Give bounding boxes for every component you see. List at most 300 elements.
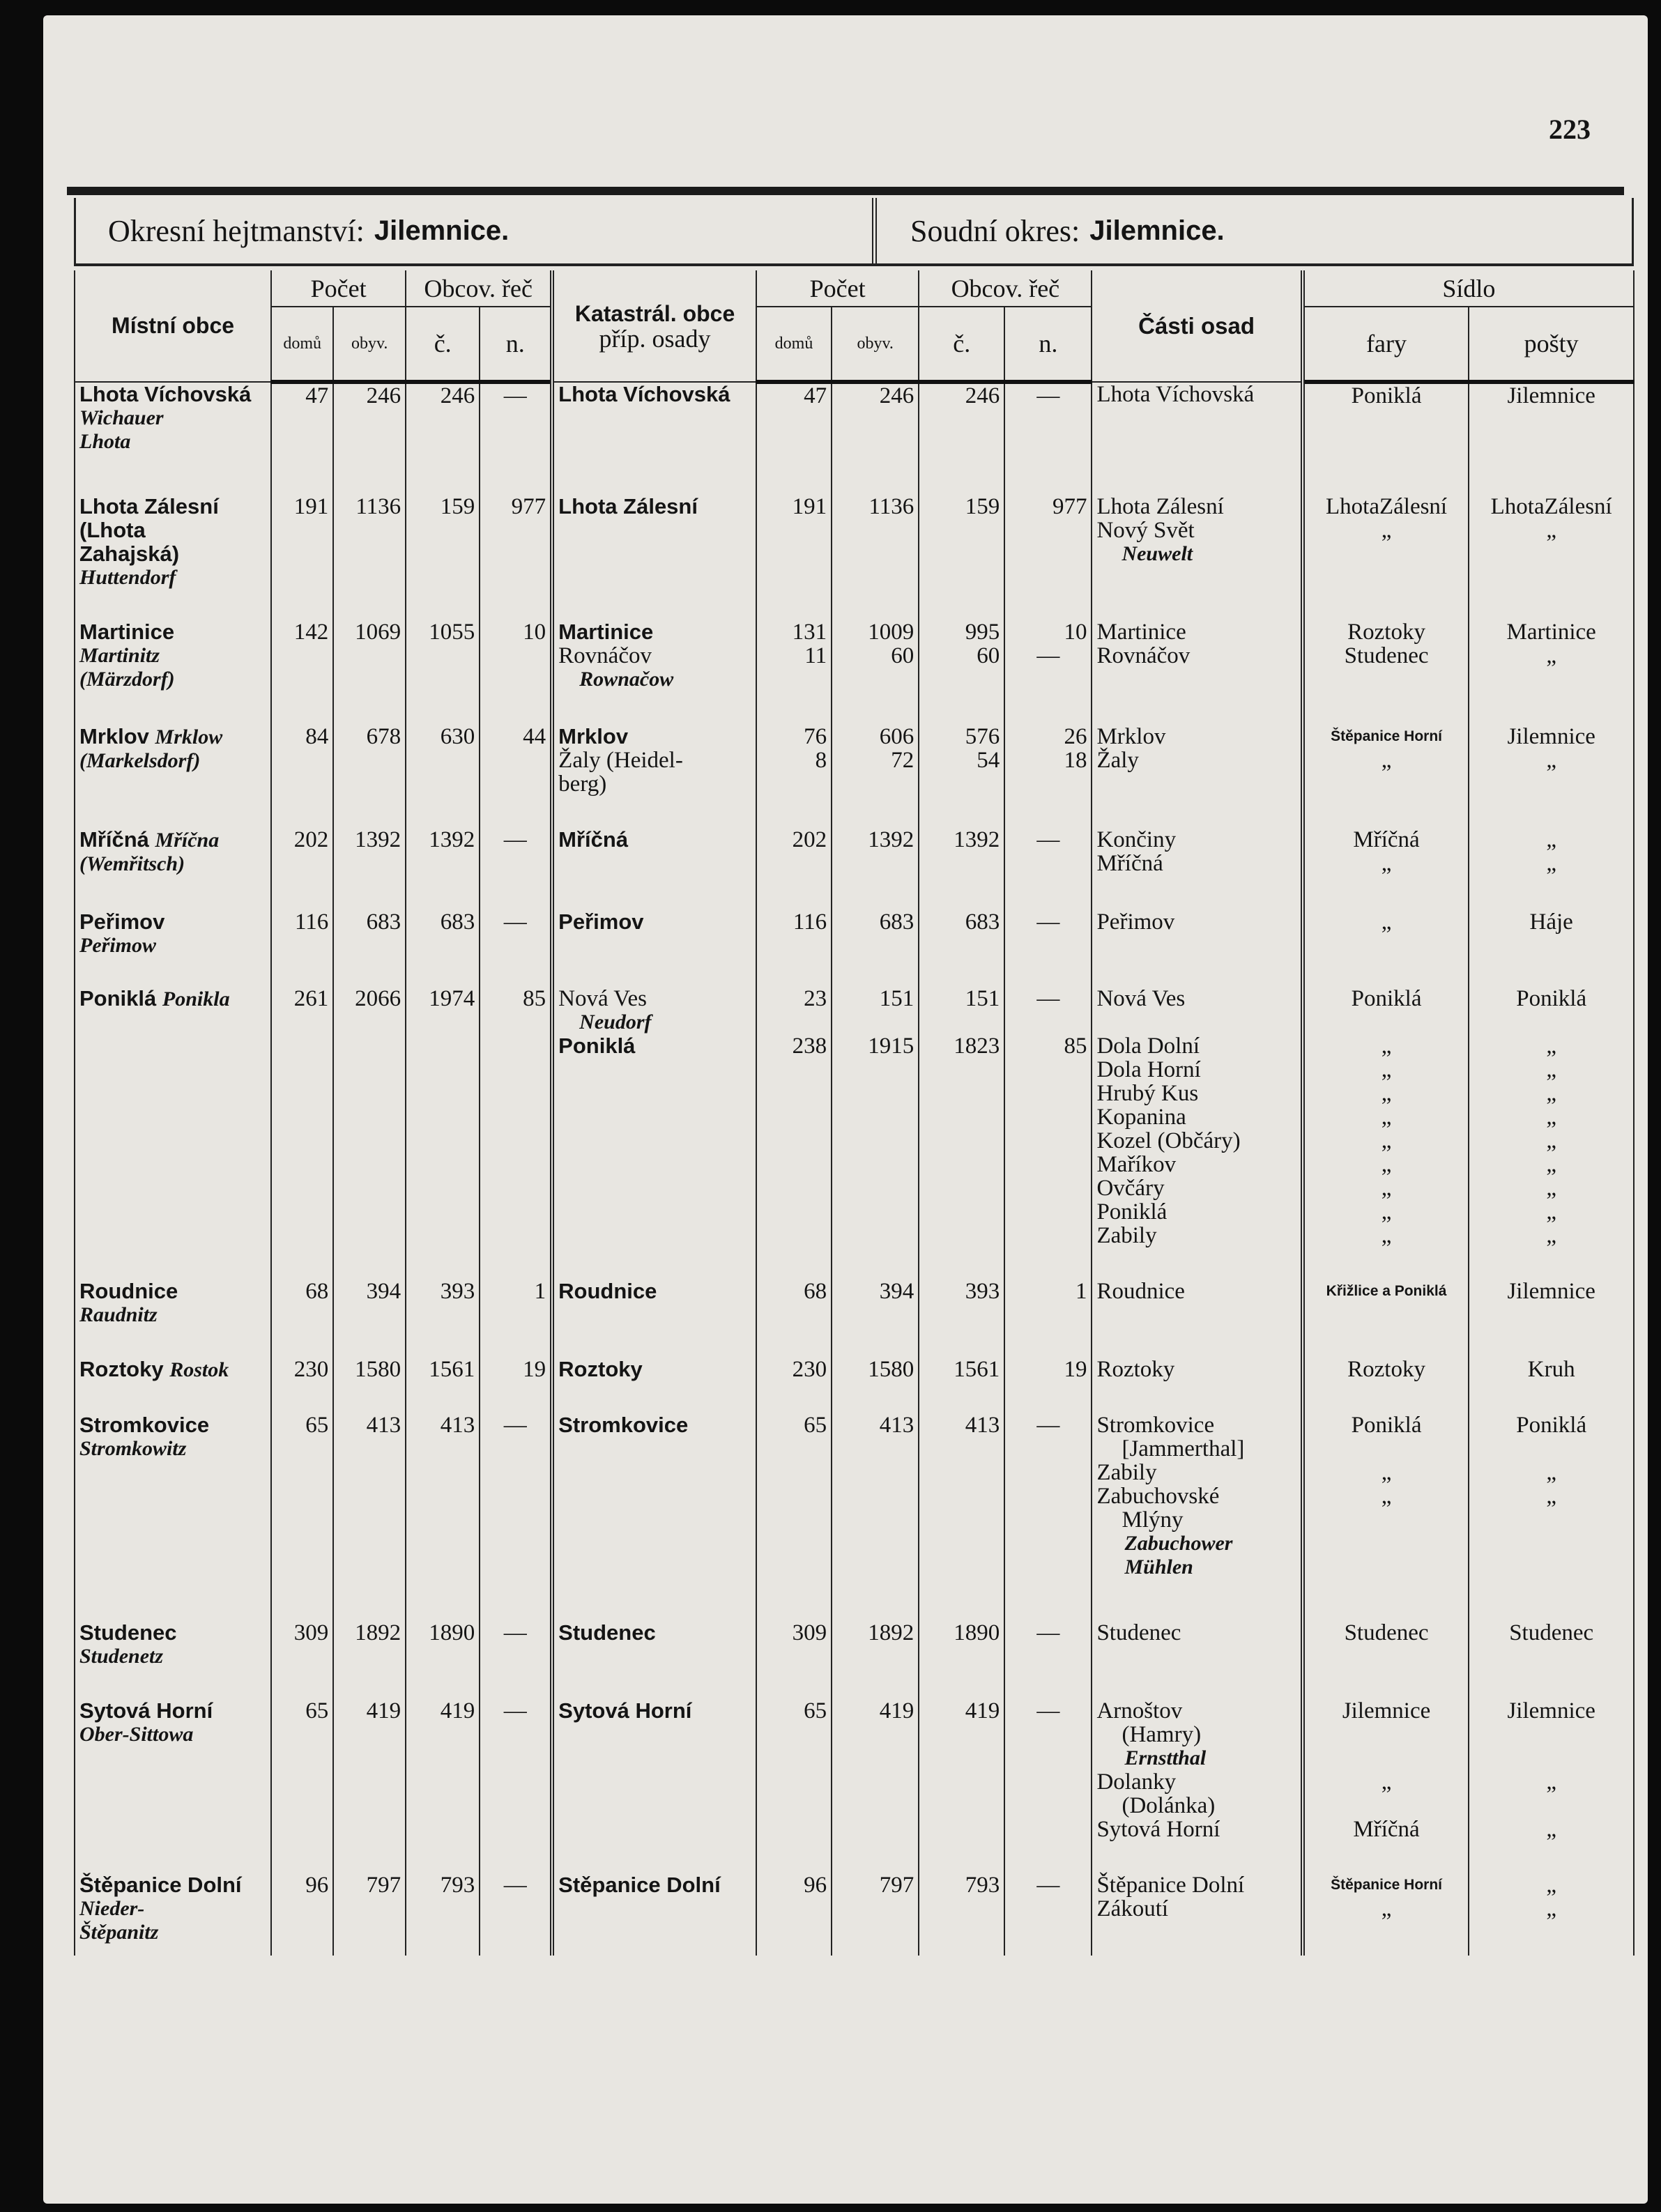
post-office-cell	[1469, 725, 1634, 828]
post-office	[1474, 1723, 1629, 1746]
post-office: „	[1546, 1199, 1557, 1224]
german-speakers: 44	[480, 725, 552, 828]
parish-cell	[1303, 1873, 1469, 1956]
cadastral-population-cell	[832, 382, 919, 495]
settlement-part: Nová Ves	[1096, 986, 1186, 1011]
cadastral-cell	[552, 1621, 756, 1699]
cadastral-population-cell	[832, 1413, 919, 1621]
population-count: 1392	[333, 828, 406, 910]
cadastral-name: Peřimov	[558, 909, 644, 934]
parish-seat: Křižlice a Poniklá	[1326, 1283, 1447, 1299]
post-office: „	[1546, 1460, 1557, 1485]
cadastral-german: 10	[1064, 620, 1087, 645]
soud-value: Jilemnice.	[1089, 215, 1225, 246]
cadastral-german: 18	[1064, 748, 1087, 773]
cadastral-houses: 76	[804, 724, 827, 749]
cadastral-german-cell	[1004, 1358, 1092, 1413]
cadastral-cell	[552, 382, 756, 495]
table-row	[75, 725, 1634, 828]
cadastral-czech: 793	[965, 1873, 1000, 1898]
settlement-parts-cell	[1092, 828, 1302, 910]
table-row	[75, 828, 1634, 910]
settlement-parts-cell	[1092, 1280, 1302, 1358]
settlement-part: Kozel (Občáry)	[1096, 1128, 1241, 1153]
cadastral-population-cell	[832, 725, 919, 828]
parish-seat: „	[1381, 909, 1392, 935]
soud-header	[877, 198, 1632, 263]
czech-speakers: 1890	[406, 1621, 480, 1699]
cadastral-population-cell	[832, 1621, 919, 1699]
post-office: „	[1546, 1105, 1557, 1130]
col-pocet-2: Počet	[756, 270, 919, 307]
page-number: 223	[1549, 114, 1591, 145]
cadastral-houses: 23	[804, 986, 827, 1011]
table-row	[75, 1413, 1634, 1621]
table-row	[75, 910, 1634, 987]
municipality-german-name: Martinitz	[79, 644, 160, 667]
cadastral-czech: 60	[977, 643, 1000, 668]
parish-seat	[1309, 1723, 1464, 1746]
cadastral-name: Rownačow	[579, 668, 674, 691]
municipality-name: Štěpanice Dolní	[79, 1873, 242, 1897]
municipality-german-name: (Markelsdorf)	[79, 749, 201, 772]
cadastral-cell	[552, 1280, 756, 1358]
settlement-part: Zabuchower	[1124, 1532, 1233, 1555]
houses-count: 84	[271, 725, 333, 828]
cadastral-cell	[552, 495, 756, 620]
cadastral-cell	[552, 725, 756, 828]
settlement-part: Zabily	[1096, 1223, 1157, 1248]
cadastral-cell	[552, 620, 756, 725]
german-speakers: —	[480, 382, 552, 495]
cadastral-population-cell	[832, 1358, 919, 1413]
municipality-german-name: (Wemřitsch)	[79, 852, 185, 875]
settlement-part: Štěpanice Dolní	[1096, 1873, 1245, 1898]
col-obyv: obyv.	[333, 307, 406, 382]
cadastral-german-cell	[1004, 725, 1092, 828]
cadastral-german-cell	[1004, 1280, 1092, 1358]
cadastral-name: Mříčná	[558, 827, 629, 852]
parish-cell	[1303, 1280, 1469, 1358]
municipality-cell	[75, 828, 271, 910]
col-posty: pošty	[1469, 307, 1634, 382]
post-office: „	[1546, 1223, 1557, 1248]
settlement-part: Rovnáčov	[1096, 643, 1191, 668]
cadastral-name: Roztoky	[558, 1357, 643, 1381]
cadastral-czech-cell	[919, 987, 1004, 1280]
post-office-cell	[1469, 1358, 1634, 1413]
cadastral-population	[836, 1011, 914, 1034]
parish-seat: Jilemnice	[1342, 1698, 1431, 1723]
col-domu: domů	[271, 307, 333, 382]
german-speakers: 10	[480, 620, 552, 725]
municipality-german-name: Lhota	[79, 430, 131, 453]
settlement-part: Dolanky	[1096, 1769, 1177, 1795]
post-office: „	[1546, 1896, 1557, 1921]
cadastral-czech-cell	[919, 1873, 1004, 1956]
parish-seat: Mříčná	[1353, 827, 1420, 852]
settlement-parts-cell	[1092, 1358, 1302, 1413]
municipality-name: Zahajská)	[79, 542, 180, 566]
settlement-parts-cell	[1092, 1699, 1302, 1873]
settlement-part: Studenec	[1096, 1620, 1181, 1645]
post-office-cell	[1469, 987, 1634, 1280]
settlement-part: Mrklov	[1096, 724, 1166, 749]
settlement-part: Dola Horní	[1096, 1057, 1201, 1082]
municipality-name: Roztoky	[79, 1357, 164, 1381]
table-row	[75, 1358, 1634, 1413]
cadastral-czech: 1890	[954, 1620, 1000, 1645]
post-office: Kruh	[1527, 1357, 1575, 1382]
municipality-german-name: Stromkowitz	[79, 1437, 187, 1460]
parish-seat: „	[1381, 1128, 1392, 1153]
municipality-name: Mříčná	[79, 827, 149, 852]
population-count: 678	[333, 725, 406, 828]
german-speakers: —	[480, 1699, 552, 1873]
settlement-part: Zákoutí	[1096, 1896, 1169, 1921]
okres-label: Okresní hejtmanství:	[108, 213, 365, 248]
cadastral-houses: 202	[792, 827, 827, 852]
cadastral-czech: 1392	[954, 827, 1000, 852]
cadastral-houses: 47	[804, 383, 827, 408]
cadastral-houses: 65	[804, 1413, 827, 1438]
czech-speakers: 246	[406, 382, 480, 495]
post-office: „	[1546, 748, 1557, 773]
table-row	[75, 620, 1634, 725]
municipality-name: (Lhota	[79, 518, 146, 542]
parish-seat: „	[1381, 1769, 1392, 1795]
cadastral-german: 26	[1064, 724, 1087, 749]
cadastral-cell	[552, 1873, 756, 1956]
settlement-parts-cell	[1092, 910, 1302, 987]
municipality-name: Mrklov	[79, 724, 149, 748]
settlement-part: Mühlen	[1124, 1556, 1193, 1579]
col-n: n.	[480, 307, 552, 382]
cadastral-population-cell	[832, 1699, 919, 1873]
cadastral-czech-cell	[919, 1699, 1004, 1873]
cadastral-german: 85	[1064, 1034, 1087, 1059]
parish-seat: „	[1381, 1105, 1392, 1130]
cadastral-czech: 683	[965, 909, 1000, 935]
houses-count: 202	[271, 828, 333, 910]
soud-label: Soudní okres:	[910, 213, 1080, 248]
parish-seat: Roztoky	[1347, 1357, 1425, 1382]
czech-speakers: 793	[406, 1873, 480, 1956]
cadastral-german: 977	[1052, 494, 1087, 519]
parish-seat: LhotaZálesní	[1326, 494, 1448, 519]
col-c: č.	[406, 307, 480, 382]
post-office: Jilemnice	[1507, 383, 1595, 408]
col-obcov-rec: Obcov. řeč	[406, 270, 552, 307]
municipality-german-name: Ponikla	[162, 988, 230, 1011]
parish-seat: „	[1381, 1223, 1392, 1248]
col-c-2: č.	[919, 307, 1004, 382]
settlement-parts-cell	[1092, 725, 1302, 828]
settlement-parts-cell	[1092, 987, 1302, 1280]
municipality-german-name: Nieder-	[79, 1897, 145, 1920]
cadastral-houses: 116	[793, 909, 827, 935]
settlement-part: Stromkovice	[1096, 1413, 1215, 1438]
population-count: 797	[333, 1873, 406, 1956]
settlement-part: Zabuchovské	[1096, 1484, 1220, 1509]
cadastral-czech: 1561	[954, 1357, 1000, 1382]
post-office: „	[1546, 643, 1557, 668]
post-office-cell	[1469, 382, 1634, 495]
post-office-cell	[1469, 1621, 1634, 1699]
settlement-part: Nový Svět	[1096, 518, 1195, 543]
municipality-german-name: Raudnitz	[79, 1303, 158, 1326]
municipality-german-name: Studenetz	[79, 1645, 164, 1668]
post-office: Poniklá	[1516, 1413, 1587, 1438]
parish-seat	[1309, 1746, 1464, 1770]
cadastral-german: —	[1036, 1873, 1060, 1898]
cadastral-houses: 230	[792, 1357, 827, 1382]
okres-value: Jilemnice.	[374, 215, 510, 246]
cadastral-houses-cell	[756, 1621, 832, 1699]
population-count: 394	[333, 1280, 406, 1358]
municipality-cell	[75, 910, 271, 987]
municipality-german-name: Štěpanitz	[79, 1921, 159, 1944]
municipality-cell	[75, 1358, 271, 1413]
col-casti-osad: Části osad	[1092, 270, 1302, 382]
cadastral-houses: 191	[792, 494, 827, 519]
table-row	[75, 495, 1634, 620]
cadastral-houses-cell	[756, 382, 832, 495]
header-rule	[74, 263, 1634, 266]
settlement-part: Peřimov	[1096, 909, 1175, 935]
cadastral-population-cell	[832, 910, 919, 987]
parish-seat: Mříčná	[1353, 1817, 1420, 1842]
post-office: „	[1546, 1128, 1557, 1153]
cadastral-german: 1	[1075, 1279, 1087, 1304]
cadastral-czech: 159	[965, 494, 1000, 519]
post-office: Martinice	[1506, 620, 1596, 645]
parish-seat: „	[1381, 1199, 1392, 1224]
table-body	[75, 382, 1634, 1956]
settlement-parts-cell	[1092, 1873, 1302, 1956]
municipality-cell	[75, 382, 271, 495]
parish-seat	[1309, 1011, 1464, 1034]
parish-seat	[1309, 1437, 1464, 1461]
settlement-part: Končiny	[1096, 827, 1177, 852]
cadastral-population-cell	[832, 1280, 919, 1358]
cadastral-name: Studenec	[558, 1620, 656, 1645]
municipality-german-name: Huttendorf	[79, 566, 176, 589]
col-sidlo: Sídlo	[1303, 270, 1634, 307]
cadastral-name: berg)	[558, 771, 607, 797]
population-count: 1892	[333, 1621, 406, 1699]
cadastral-german	[1009, 1011, 1087, 1034]
parish-cell	[1303, 910, 1469, 987]
settlement-part: Neuwelt	[1122, 542, 1193, 565]
settlement-part: Kopanina	[1096, 1105, 1186, 1130]
post-office: LhotaZálesní	[1490, 494, 1612, 519]
cadastral-name: Martinice	[558, 620, 654, 644]
municipality-cell	[75, 987, 271, 1280]
cadastral-population: 606	[879, 724, 914, 749]
settlement-part: Mříčná	[1096, 851, 1163, 876]
cadastral-population-cell	[832, 828, 919, 910]
cadastral-czech-cell	[919, 1413, 1004, 1621]
municipality-german-name: Mrklow	[155, 725, 223, 748]
parish-seat: „	[1381, 1896, 1392, 1921]
parish-seat: „	[1381, 1057, 1392, 1082]
municipality-german-name: Ober-Sittowa	[79, 1723, 194, 1746]
parish-seat: Poniklá	[1351, 383, 1422, 408]
houses-count: 96	[271, 1873, 333, 1956]
municipality-name: Studenec	[79, 1620, 177, 1645]
table-row	[75, 1621, 1634, 1699]
parish-cell	[1303, 382, 1469, 495]
settlement-part: (Dolánka)	[1122, 1793, 1216, 1818]
cadastral-german: —	[1036, 909, 1060, 935]
table-row	[75, 987, 1634, 1280]
municipality-name: Stromkovice	[79, 1413, 210, 1437]
municipality-german-name: Wichauer	[79, 406, 164, 429]
cadastral-houses	[761, 1011, 827, 1034]
municipality-cell	[75, 1280, 271, 1358]
cadastral-name: Lhota Víchovská	[558, 382, 730, 406]
parish-seat: Studenec	[1344, 1620, 1429, 1645]
cadastral-population-cell	[832, 495, 919, 620]
table-row	[75, 1699, 1634, 1873]
german-speakers: —	[480, 910, 552, 987]
cadastral-houses-cell	[756, 1699, 832, 1873]
population-count: 1069	[333, 620, 406, 725]
cadastral-german: 19	[1064, 1357, 1087, 1382]
parish-seat: „	[1381, 1081, 1392, 1106]
population-count: 1136	[333, 495, 406, 620]
parish-cell	[1303, 987, 1469, 1280]
municipality-cell	[75, 495, 271, 620]
cadastral-name: Sytová Horní	[558, 1698, 692, 1723]
cadastral-houses-cell	[756, 1358, 832, 1413]
czech-speakers: 630	[406, 725, 480, 828]
municipality-name: Sytová Horní	[79, 1698, 213, 1723]
houses-count: 191	[271, 495, 333, 620]
parish-seat: Studenec	[1344, 643, 1429, 668]
col-mistni-obce: Místní obce	[75, 270, 271, 382]
cadastral-population: 1915	[868, 1034, 914, 1059]
settlement-part: Lhota Zálesní	[1096, 494, 1224, 519]
cadastral-houses-cell	[756, 1873, 832, 1956]
parish-seat: „	[1381, 851, 1392, 876]
population-count: 413	[333, 1413, 406, 1621]
cadastral-czech-cell	[919, 382, 1004, 495]
municipality-name: Martinice	[79, 620, 175, 644]
settlement-parts-cell	[1092, 1413, 1302, 1621]
settlement-part: Zabily	[1096, 1460, 1157, 1485]
german-speakers: —	[480, 1621, 552, 1699]
municipality-cell	[75, 620, 271, 725]
settlement-part: Martinice	[1096, 620, 1186, 645]
municipality-cell	[75, 1699, 271, 1873]
czech-speakers: 159	[406, 495, 480, 620]
parish-seat: „	[1381, 1484, 1392, 1509]
cadastral-german: —	[1036, 827, 1060, 852]
cadastral-german-cell	[1004, 910, 1092, 987]
cadastral-czech-cell	[919, 1280, 1004, 1358]
post-office: „	[1546, 1152, 1557, 1177]
post-office	[1474, 1437, 1629, 1461]
post-office-cell	[1469, 620, 1634, 725]
czech-speakers: 1392	[406, 828, 480, 910]
cadastral-czech-cell	[919, 1621, 1004, 1699]
cadastral-name: Stěpanice Dolní	[558, 1873, 721, 1897]
cadastral-cell	[552, 987, 756, 1280]
parish-cell	[1303, 725, 1469, 828]
municipality-cell	[75, 725, 271, 828]
cadastral-czech-cell	[919, 725, 1004, 828]
cadastral-houses: 309	[792, 1620, 827, 1645]
settlement-part: Arnoštov	[1096, 1698, 1183, 1723]
settlement-part: (Hamry)	[1122, 1722, 1202, 1747]
post-office: Poniklá	[1516, 986, 1587, 1011]
parish-seat: „	[1381, 1176, 1392, 1201]
houses-count: 65	[271, 1413, 333, 1621]
czech-speakers: 1055	[406, 620, 480, 725]
cadastral-houses-cell	[756, 725, 832, 828]
cadastral-name: Mrklov	[558, 724, 629, 748]
col-fary: fary	[1303, 307, 1469, 382]
houses-count: 142	[271, 620, 333, 725]
parish-seat: „	[1381, 748, 1392, 773]
czech-speakers: 683	[406, 910, 480, 987]
settlement-parts-cell	[1092, 1621, 1302, 1699]
cadastral-cell	[552, 1413, 756, 1621]
cadastral-german-cell	[1004, 987, 1092, 1280]
cadastral-czech: 246	[965, 383, 1000, 408]
cadastral-population: 151	[879, 986, 914, 1011]
german-speakers: 85	[480, 987, 552, 1280]
cadastral-name: Lhota Zálesní	[558, 494, 698, 519]
parish-seat: Štěpanice Horní	[1331, 728, 1442, 744]
settlement-part: Poniklá	[1096, 1199, 1168, 1224]
col-n-2: n.	[1004, 307, 1092, 382]
cadastral-czech-cell	[919, 828, 1004, 910]
cadastral-houses-cell	[756, 1413, 832, 1621]
cadastral-czech: 393	[965, 1279, 1000, 1304]
houses-count: 261	[271, 987, 333, 1280]
cadastral-czech: 419	[965, 1698, 1000, 1723]
parish-cell	[1303, 828, 1469, 910]
post-office: Studenec	[1509, 1620, 1594, 1645]
cadastral-houses-cell	[756, 620, 832, 725]
post-office: Jilemnice	[1507, 724, 1595, 749]
post-office: „	[1546, 1817, 1557, 1842]
cadastral-german-cell	[1004, 1413, 1092, 1621]
settlement-parts-cell	[1092, 495, 1302, 620]
cadastral-houses: 68	[804, 1279, 827, 1304]
cadastral-population: 1009	[868, 620, 914, 645]
document-page	[43, 15, 1648, 2204]
settlement-part: [Jammerthal]	[1122, 1436, 1245, 1461]
post-office: „	[1546, 518, 1557, 543]
parish-seat: Poniklá	[1351, 1413, 1422, 1438]
post-office: „	[1546, 1176, 1557, 1201]
parish-seat: Poniklá	[1351, 986, 1422, 1011]
parish-cell	[1303, 1621, 1469, 1699]
col-obcov-rec-2: Obcov. řeč	[919, 270, 1092, 307]
cadastral-german: —	[1036, 986, 1060, 1011]
cadastral-population: 1136	[868, 494, 914, 519]
cadastral-population: 394	[879, 1279, 914, 1304]
top-rule	[67, 187, 1624, 195]
municipality-cell	[75, 1873, 271, 1956]
cadastral-houses: 131	[792, 620, 827, 645]
parish-seat: „	[1381, 1034, 1392, 1059]
cadastral-cell	[552, 910, 756, 987]
